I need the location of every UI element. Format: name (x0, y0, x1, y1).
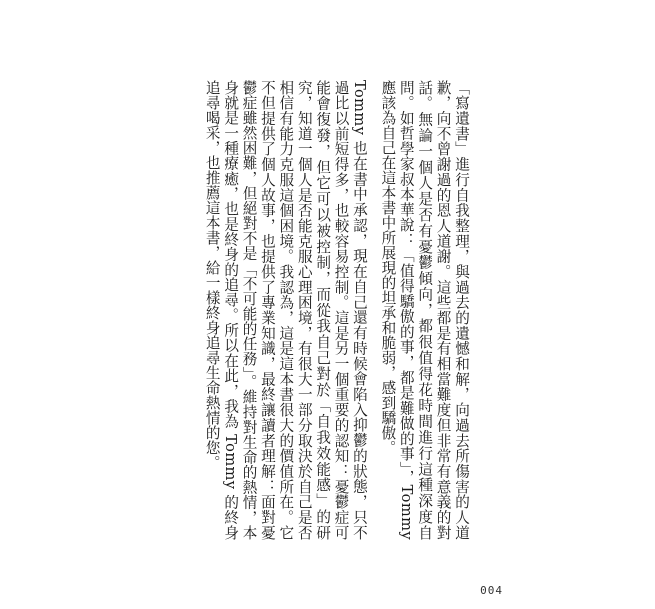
paragraph-2: Tommy 也在書中承認，現在自己還有時候會陷入抑鬱的狀態，只不過比以前短得多，也較容易控制。這是另一個重要的認知：憂鬱症可能會復發，但它可以被控制，而從我自己對於「自我效能感」的研究，知道一個人是否能克服心理困境，有很大一部分取決於自己是否相信有能力克服這個困境。我認為，這是這本書很大的價值所在。它不但提供了個人故事，也提供了專業知識，最終讓讀者理解：面對憂鬱症雖然困難，但絕對不是「不可能的任務」。維持對生命的熱情，本身就是一種療癒，也是終身的追尋。所以在此，我為 Tommy 的終身追尋喝采，也推薦這本書，給一樣終身追尋生命熱情的您。 (203, 80, 368, 540)
page-number: 004 (480, 584, 503, 597)
body-text (202, 80, 470, 540)
paragraph-1: 「寫遺書」進行自我整理，與過去的遺憾和解，向過去所傷害的人道歉，向不曾謝過的恩人道謝。這些都是有相當難度但非常有意義的對話。無論一個人是否有憂鬱傾向，都很值得花時間進行這種深度自問。如哲學家叔本華說：「值得驕傲的事，都是難做的事」，Tommy 應該為自己在這本書中所展現的坦承和脆弱，感到驕傲。 (379, 80, 470, 540)
